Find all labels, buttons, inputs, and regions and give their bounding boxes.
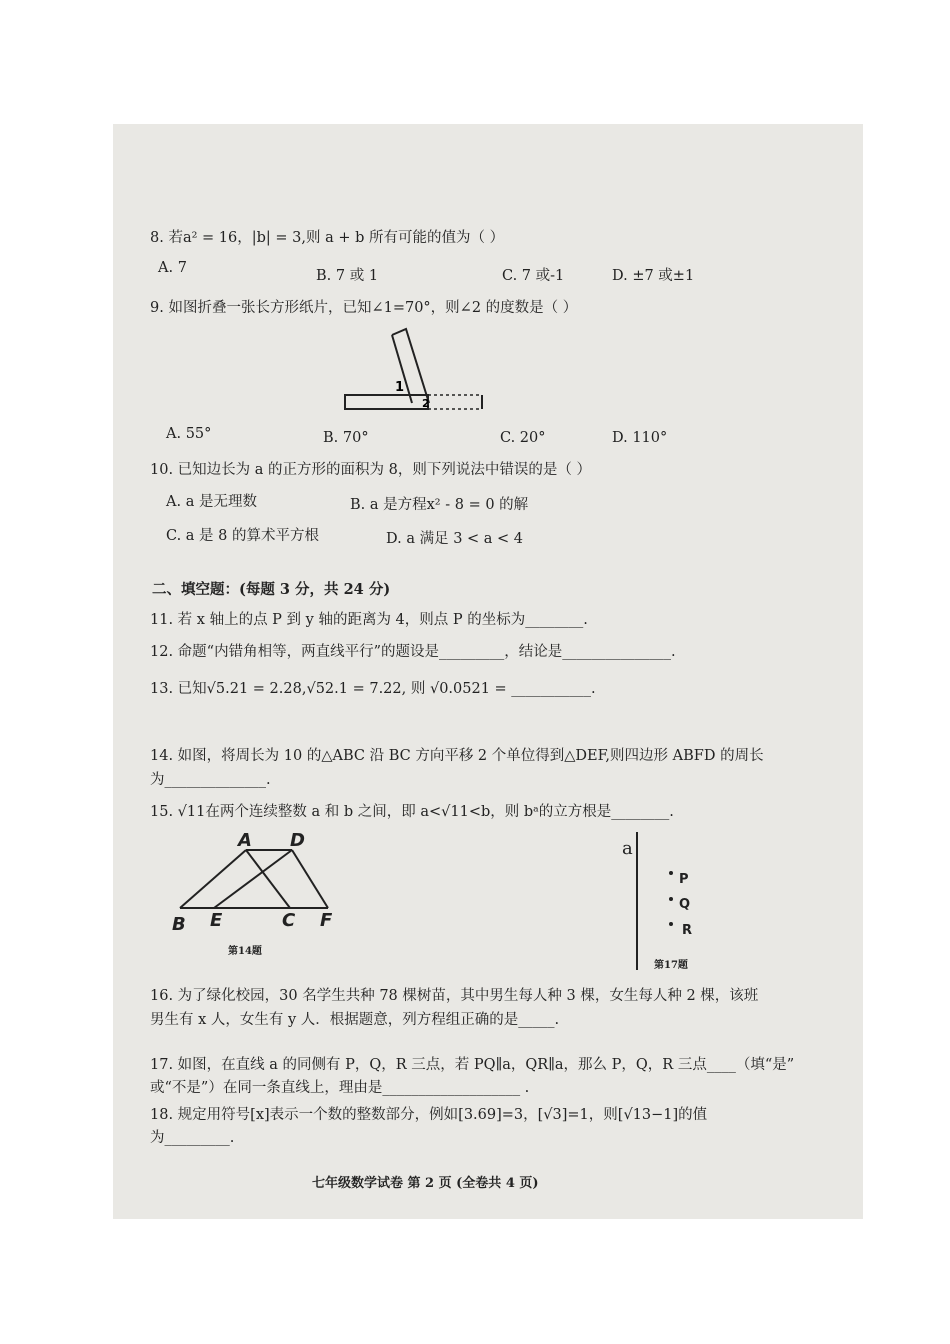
q9-option-c: C. 20° <box>500 430 546 446</box>
q9-option-d: D. 110° <box>612 430 668 446</box>
fig14-parallelogram-figure <box>170 846 340 916</box>
q14-line1: 14. 如图，将周长为 10 的△ABC 沿 BC 方向平移 2 个单位得到△DEF,则四边形 ABFD 的周长 <box>150 748 764 764</box>
q9-angle-2-label: 2 <box>422 397 430 410</box>
fig17-point-p: P <box>679 872 689 887</box>
q13: 13. 已知√5.21 = 2.28,√52.1 = 7.22, 则 √0.0521 = ___________. <box>150 681 596 697</box>
q8-option-c: C. 7 或-1 <box>502 268 565 284</box>
q16-line2: 男生有 x 人，女生有 y 人．根据题意，列方程组正确的是_____. <box>150 1012 560 1028</box>
q14-line2: 为______________. <box>150 772 271 788</box>
fig17-point-r: R <box>682 923 693 938</box>
q8-option-b: B. 7 或 1 <box>316 268 379 284</box>
q10-option-a: A. a 是无理数 <box>166 494 257 510</box>
section-2-heading: 二、填空题：(每题 3 分，共 24 分) <box>152 581 391 598</box>
fig14-point-d: D <box>290 830 305 851</box>
fig17-caption: 第17题 <box>654 960 688 971</box>
fig17-dot-q <box>669 897 673 901</box>
q17-line1: 17. 如图，在直线 a 的同侧有 P，Q，R 三点，若 PQ∥a，QR∥a，那么 P，Q，R 三点____（填“是” <box>150 1057 795 1073</box>
q16-line1: 16. 为了绿化校园，30 名学生共种 78 棵树苗，其中男生每人种 3 棵，女生每人种 2 棵，该班 <box>150 988 759 1004</box>
fig14-point-c: C <box>282 910 296 931</box>
q8-stem: 8. 若a² = 16，|b| = 3,则 a + b 所有可能的值为（ ） <box>150 230 505 246</box>
fig17-line-a <box>636 832 638 970</box>
q18-line2: 为_________. <box>150 1130 235 1146</box>
q9-stem: 9. 如图折叠一张长方形纸片，已知∠1=70°，则∠2 的度数是（ ） <box>150 300 578 316</box>
q9-angle-1-label: 1 <box>395 380 405 395</box>
q9-option-b: B. 70° <box>323 430 369 446</box>
q10-option-d: D. a 满足 3 < a < 4 <box>386 531 524 547</box>
q10-option-c: C. a 是 8 的算术平方根 <box>166 528 319 544</box>
q10-stem: 10. 已知边长为 a 的正方形的面积为 8，则下列说法中错误的是（ ） <box>150 462 591 478</box>
q9-rectangle-strip <box>345 395 428 409</box>
q8-option-d: D. ±7 或±1 <box>612 268 695 284</box>
q18-line1: 18. 规定用符号[x]表示一个数的整数部分，例如[3.69]=3，[√3]=1，则[√13−1]的值 <box>150 1107 708 1123</box>
fig14-caption: 第14题 <box>228 946 262 957</box>
q12: 12. 命题“内错角相等，两直线平行”的题设是_________，结论是_______________. <box>150 644 676 660</box>
fig17-dot-r <box>669 922 673 926</box>
q17-line2: 或“不是”）在同一条直线上，理由是___________________ . <box>150 1080 530 1096</box>
fig14-point-a: A <box>238 830 252 851</box>
fig17-point-q: Q <box>679 897 691 912</box>
q8-option-a: A. 7 <box>158 260 187 276</box>
q10-option-b: B. a 是方程x² - 8 = 0 的解 <box>350 497 529 513</box>
q9-folded-paper-figure <box>340 325 490 417</box>
q15: 15. √11在两个连续整数 a 和 b 之间，即 a<√11<b，则 bᵃ的立方根是________. <box>150 804 674 820</box>
q11: 11. 若 x 轴上的点 P 到 y 轴的距离为 4，则点 P 的坐标为________. <box>150 612 588 628</box>
fig17-line-a-label: a <box>622 838 633 859</box>
fig17-dot-p <box>669 871 673 875</box>
fig14-point-f: F <box>320 910 333 931</box>
page-footer: 七年级数学试卷 第 2 页 (全卷共 4 页) <box>312 1176 539 1191</box>
fig14-point-e: E <box>210 910 223 931</box>
fig14-point-b: B <box>172 914 186 935</box>
q9-option-a: A. 55° <box>166 426 212 442</box>
